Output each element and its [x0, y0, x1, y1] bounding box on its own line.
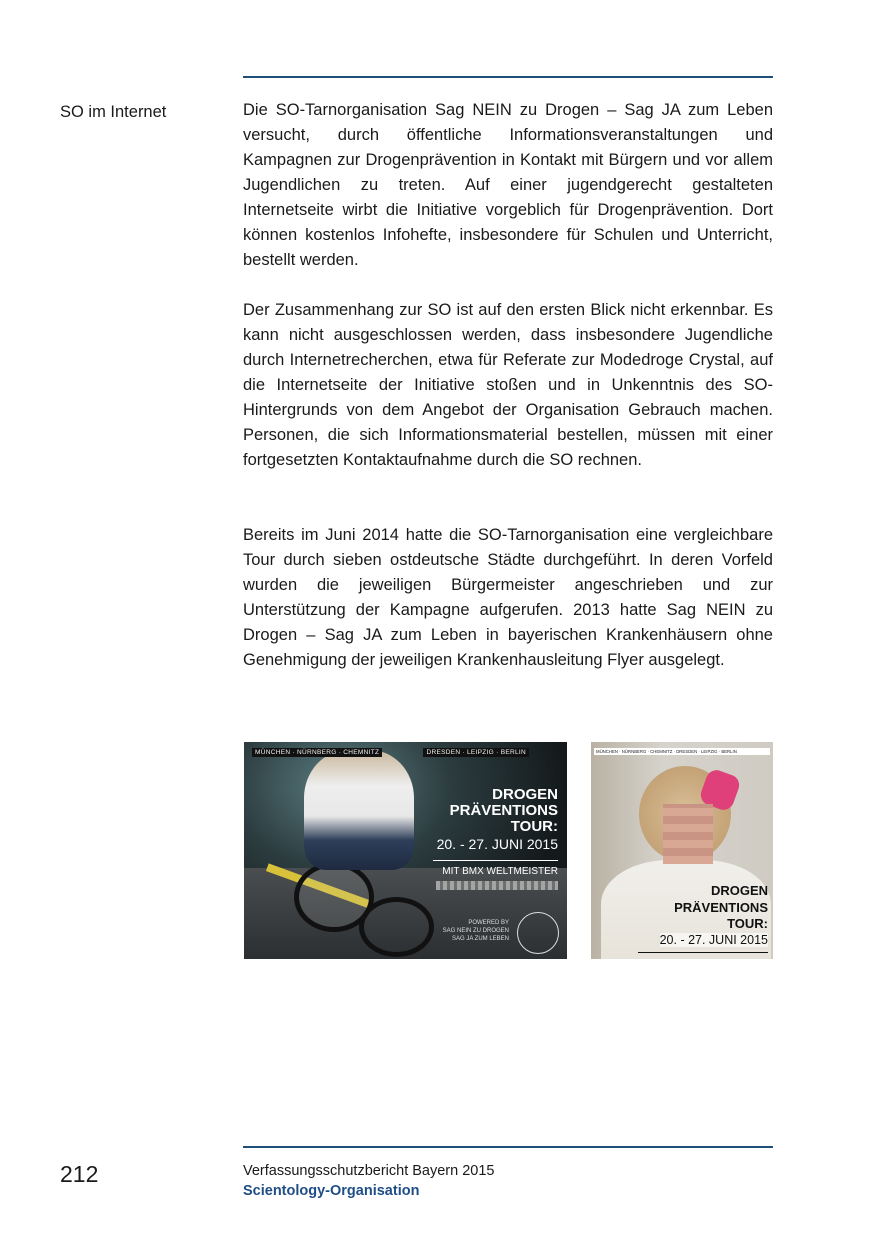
- headline-line: PRÄVENTIONS: [449, 802, 558, 819]
- powered-line: SAG JA ZUM LEBEN: [451, 936, 509, 942]
- section-title: Scientology-Organisation: [243, 1183, 420, 1199]
- poster-bmx-line: MIT BMX WELTMEISTER: [442, 866, 558, 877]
- poster-headline: [450, 787, 558, 835]
- poster-cities: [252, 748, 559, 760]
- poster-headline: [674, 883, 768, 933]
- cities-right: DRESDEN · LEIPZIG · BERLIN: [423, 748, 529, 757]
- poster-dates: 20. - 27. JUNI 2015: [436, 836, 558, 852]
- headline-line: TOUR:: [510, 818, 558, 835]
- paragraph-2: Der Zusammenhang zur SO ist auf den ersten Blick nicht erkennbar. Es kann nicht ausgeschlossen werden, dass insbesondere Jugendliche durch Internetrecherchen, etwa für Referate zur Modedroge Crystal, auf die Internetseite der Initiative stoßen und in Unkenntnis des SO-Hintergrunds von dem Angebot der Organisation Gebrauch machen. Personen, die sich Informationsmaterial bestellen, müssen mit einer fortgesetzten Kontaktaufnahme durch die SO rechnen.: [243, 301, 773, 469]
- poster-divider: [638, 952, 768, 953]
- headline-line: DROGEN: [710, 883, 768, 898]
- powered-line: POWERED BY: [468, 920, 509, 926]
- bmx-rider-figure: [304, 750, 414, 870]
- headline-line: DROGEN: [492, 786, 558, 803]
- pixelated-name: [436, 881, 558, 890]
- publication-title: Verfassungsschutzbericht Bayern 2015: [243, 1163, 495, 1179]
- page-number: 212: [60, 1161, 99, 1187]
- poster-cities: MÜNCHEN · NÜRNBERG · CHEMNITZ · DRESDEN · LEIPZIG · BERLIN: [594, 748, 770, 755]
- footer-rule: [243, 1146, 773, 1148]
- margin-heading: SO im Internet: [60, 103, 167, 121]
- paragraph-3: Bereits im Juni 2014 hatte die SO-Tarnorganisation eine vergleichbare Tour durch sieben ostdeutsche Städte durchgeführt. In deren Vorfeld wurden die jeweiligen Bürgermeister angeschrieben und zur Unterstützung der Kampagne aufgerufen. 2013 hatte Sag NEIN zu Drogen – Sag JA zum Leben in bayerischen Krankenhäusern ohne Genehmigung der jeweiligen Krankenhausleitung Flyer ausgelegt.: [243, 526, 773, 669]
- bmx-tour-poster-image: [244, 742, 567, 959]
- globe-logo-icon: [517, 912, 559, 954]
- bike-wheel-icon: [359, 897, 434, 957]
- powered-line: SAG NEIN ZU DROGEN: [442, 928, 509, 934]
- cities-left: MÜNCHEN · NÜRNBERG · CHEMNITZ: [252, 748, 382, 757]
- headline-line: PRÄVENTIONS: [674, 899, 768, 915]
- woman-tour-poster-image: [591, 742, 773, 959]
- poster-powered-by: [443, 919, 509, 943]
- header-rule: [243, 76, 773, 78]
- headline-line: TOUR:: [727, 916, 768, 931]
- paragraph-1: Die SO-Tarnorganisation Sag NEIN zu Drogen – Sag JA zum Leben versucht, durch öffentliche Informationsveranstaltungen und Kampagnen zur Drogenprävention in Kontakt mit Bürgern und vor allem Jugendlichen zu treten. Auf einer jugendgerecht gestalteten Internetseite wirbt die Initiative vorgeblich für Drogenprävention. Dort können kostenlos Infohefte, insbesondere für Schulen und Unterricht, bestellt werden.: [243, 101, 773, 269]
- poster-dates: 20. - 27. JUNI 2015: [659, 933, 768, 947]
- poster-divider: [433, 860, 558, 861]
- pixelated-face: [663, 804, 713, 864]
